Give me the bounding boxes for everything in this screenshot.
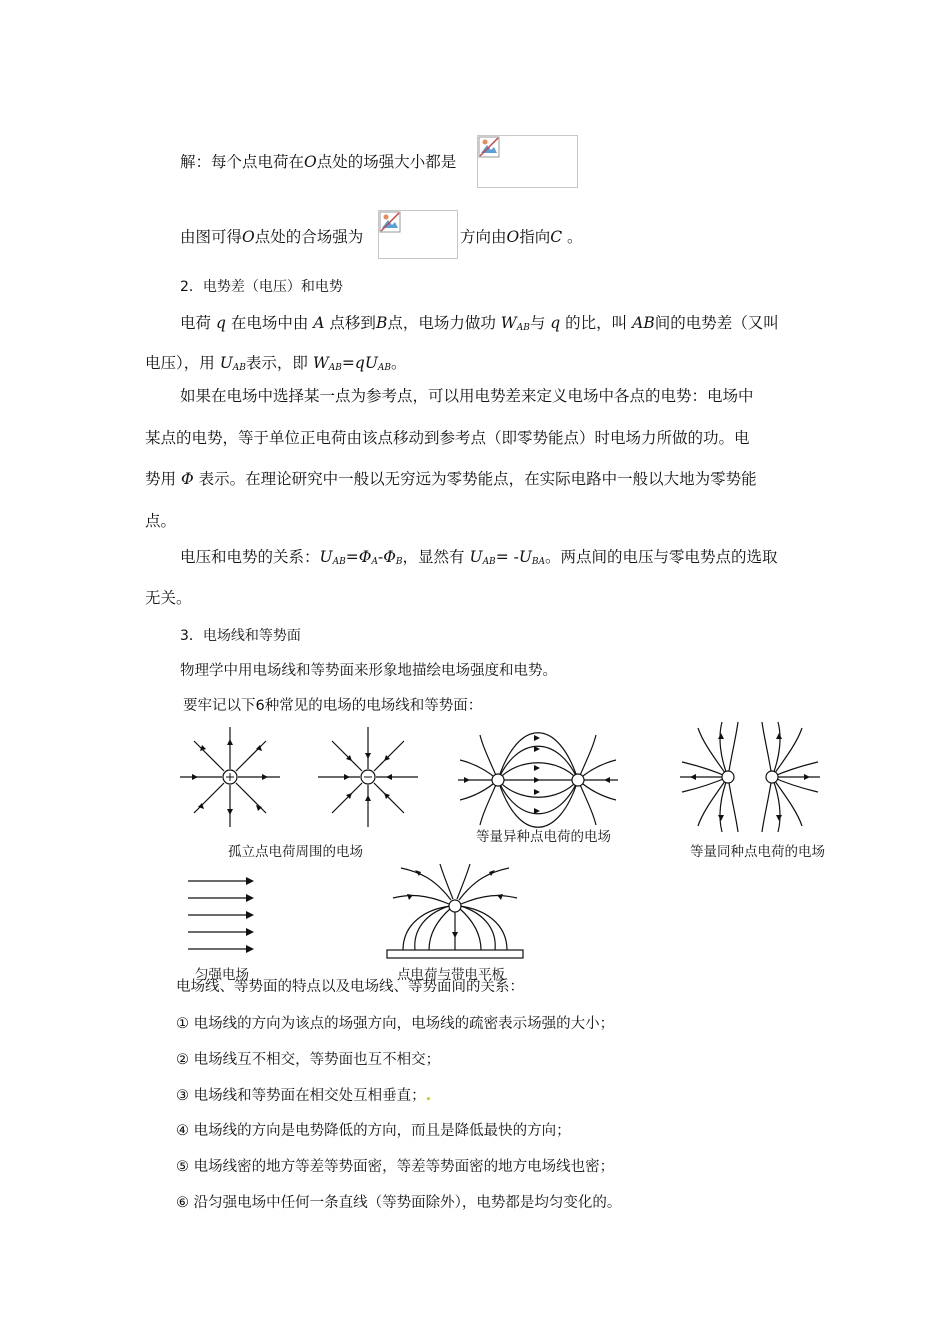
text: ③ 电场线和等势面在相交处互相垂直； — [176, 1088, 426, 1104]
caption: 匀强电场 — [195, 967, 249, 983]
point-charge-plate-diagram — [385, 864, 525, 964]
subscript: AB — [328, 363, 342, 373]
text: 点处的合场强为 — [254, 228, 364, 246]
broken-image-placeholder — [378, 210, 458, 259]
section-heading: 2．电势差（电压）和电势 — [180, 279, 343, 295]
feature-item — [176, 1086, 431, 1106]
text: O — [242, 228, 255, 246]
text: = — [345, 548, 359, 566]
paragraph-line: 某点的电势，等于单位正电荷由该点移动到参考点（即零势能点）时电场力所做的功。电 — [145, 429, 750, 447]
text: 间的电势差（又叫 — [654, 314, 779, 332]
text: U — [219, 354, 233, 372]
text: 。 — [391, 354, 407, 372]
text: 电压和电势的关系： — [180, 548, 320, 566]
feature-item: ⑤ 电场线密的地方等差等势面密，等差等势面密的地方电场线也密； — [176, 1159, 615, 1175]
section-heading: 3．电场线和等势面 — [180, 628, 301, 644]
text: A — [313, 314, 325, 332]
text: 的比，叫 — [565, 314, 628, 332]
text: 。 — [562, 228, 583, 246]
text: W — [312, 354, 329, 372]
paragraph-line: 电场线、等势面的特点以及电场线、等势面间的关系： — [176, 979, 524, 995]
broken-image-icon — [478, 136, 500, 158]
text: 表示，即 — [245, 354, 308, 372]
paragraph-line: 物理学中用电场线和等势面来形象地描绘电场强度和电势。 — [180, 663, 557, 679]
paragraph-line: 点。 — [145, 512, 177, 530]
text: ，显然有 — [402, 548, 465, 566]
text: q — [215, 314, 226, 332]
isolated-positive-charge-diagram — [180, 727, 280, 827]
paragraph-line: 如果在电场中选择某一点为参考点，可以用电势差来定义电场中各点的电势：电场中 — [180, 387, 754, 405]
text: C — [550, 228, 563, 246]
feature-item: ⑥ 沿匀强电场中任何一条直线（等势面除外），电势都是均匀变化的。 — [176, 1195, 622, 1211]
subscript: B — [395, 557, 403, 567]
subscript: AB — [232, 363, 246, 373]
text: B — [375, 314, 388, 332]
text: q — [550, 314, 561, 332]
subscript: AB — [332, 557, 346, 567]
paragraph-line: 无关。 — [145, 589, 192, 607]
text: =qU — [341, 354, 378, 372]
text: Φ — [358, 548, 372, 566]
broken-image-placeholder — [477, 135, 578, 188]
text: . — [425, 1088, 432, 1104]
caption: 点电荷与带电平板 — [397, 967, 505, 983]
text: 电压），用 — [145, 354, 215, 372]
feature-item: ① 电场线的方向为该点的场强方向，电场线的疏密表示场强的大小； — [176, 1016, 615, 1032]
isolated-negative-charge-diagram — [318, 727, 418, 827]
feature-item: ④ 电场线的方向是电势降低的方向，而且是降低最快的方向； — [176, 1123, 571, 1139]
subscript: AB — [377, 363, 392, 373]
paragraph-line — [145, 469, 757, 489]
text: = - — [495, 548, 519, 566]
text: U — [469, 548, 483, 566]
text: W — [500, 314, 517, 332]
subscript: AB — [482, 557, 496, 567]
broken-image-icon — [379, 211, 401, 233]
uniform-field-diagram — [188, 876, 258, 956]
text: 由图可得 — [180, 228, 243, 246]
text: U — [518, 548, 532, 566]
result-line-tail — [460, 227, 583, 247]
text: U — [319, 548, 333, 566]
subscript: AB — [516, 323, 530, 333]
text: AB — [632, 314, 655, 332]
text: O — [304, 153, 317, 171]
text: 点处的场强大小都是 — [316, 153, 457, 171]
text: - — [377, 548, 384, 566]
feature-item: ② 电场线互不相交，等势面也互不相交； — [176, 1052, 441, 1068]
subscript: BA — [531, 557, 546, 567]
paragraph-line: 要牢记以下6种常见的电场的电场线和等势面： — [183, 698, 483, 714]
text: O — [506, 228, 520, 246]
text: 。两点间的电压与零电势点的选取 — [545, 548, 778, 566]
opposite-charges-diagram — [458, 727, 618, 827]
result-line — [180, 227, 363, 247]
text: 点移到 — [329, 314, 376, 332]
paragraph-line — [145, 353, 407, 378]
same-charges-diagram — [680, 722, 820, 832]
text: 解：每个点电荷在 — [180, 153, 305, 171]
paragraph-line — [180, 547, 778, 572]
text: 方向由 — [460, 228, 507, 246]
text: 势用 — [145, 470, 177, 488]
caption: 等量同种点电荷的电场 — [690, 844, 825, 860]
caption: 等量异种点电荷的电场 — [476, 829, 611, 845]
text: 电荷 — [180, 314, 212, 332]
text: 在电场中由 — [230, 314, 309, 332]
paragraph-line — [180, 313, 779, 338]
text: 指向 — [519, 228, 551, 246]
caption: 孤立点电荷周围的电场 — [228, 844, 363, 860]
subscript: A — [371, 557, 378, 567]
text: Φ — [383, 548, 396, 566]
text: 与 — [529, 314, 546, 332]
text: 点，电场力做功 — [387, 314, 496, 332]
solution-line — [180, 152, 456, 172]
text: Φ — [180, 470, 194, 488]
text: 表示。在理论研究中一般以无穷远为零势能点，在实际电路中一般以大地为零势能 — [198, 470, 757, 488]
